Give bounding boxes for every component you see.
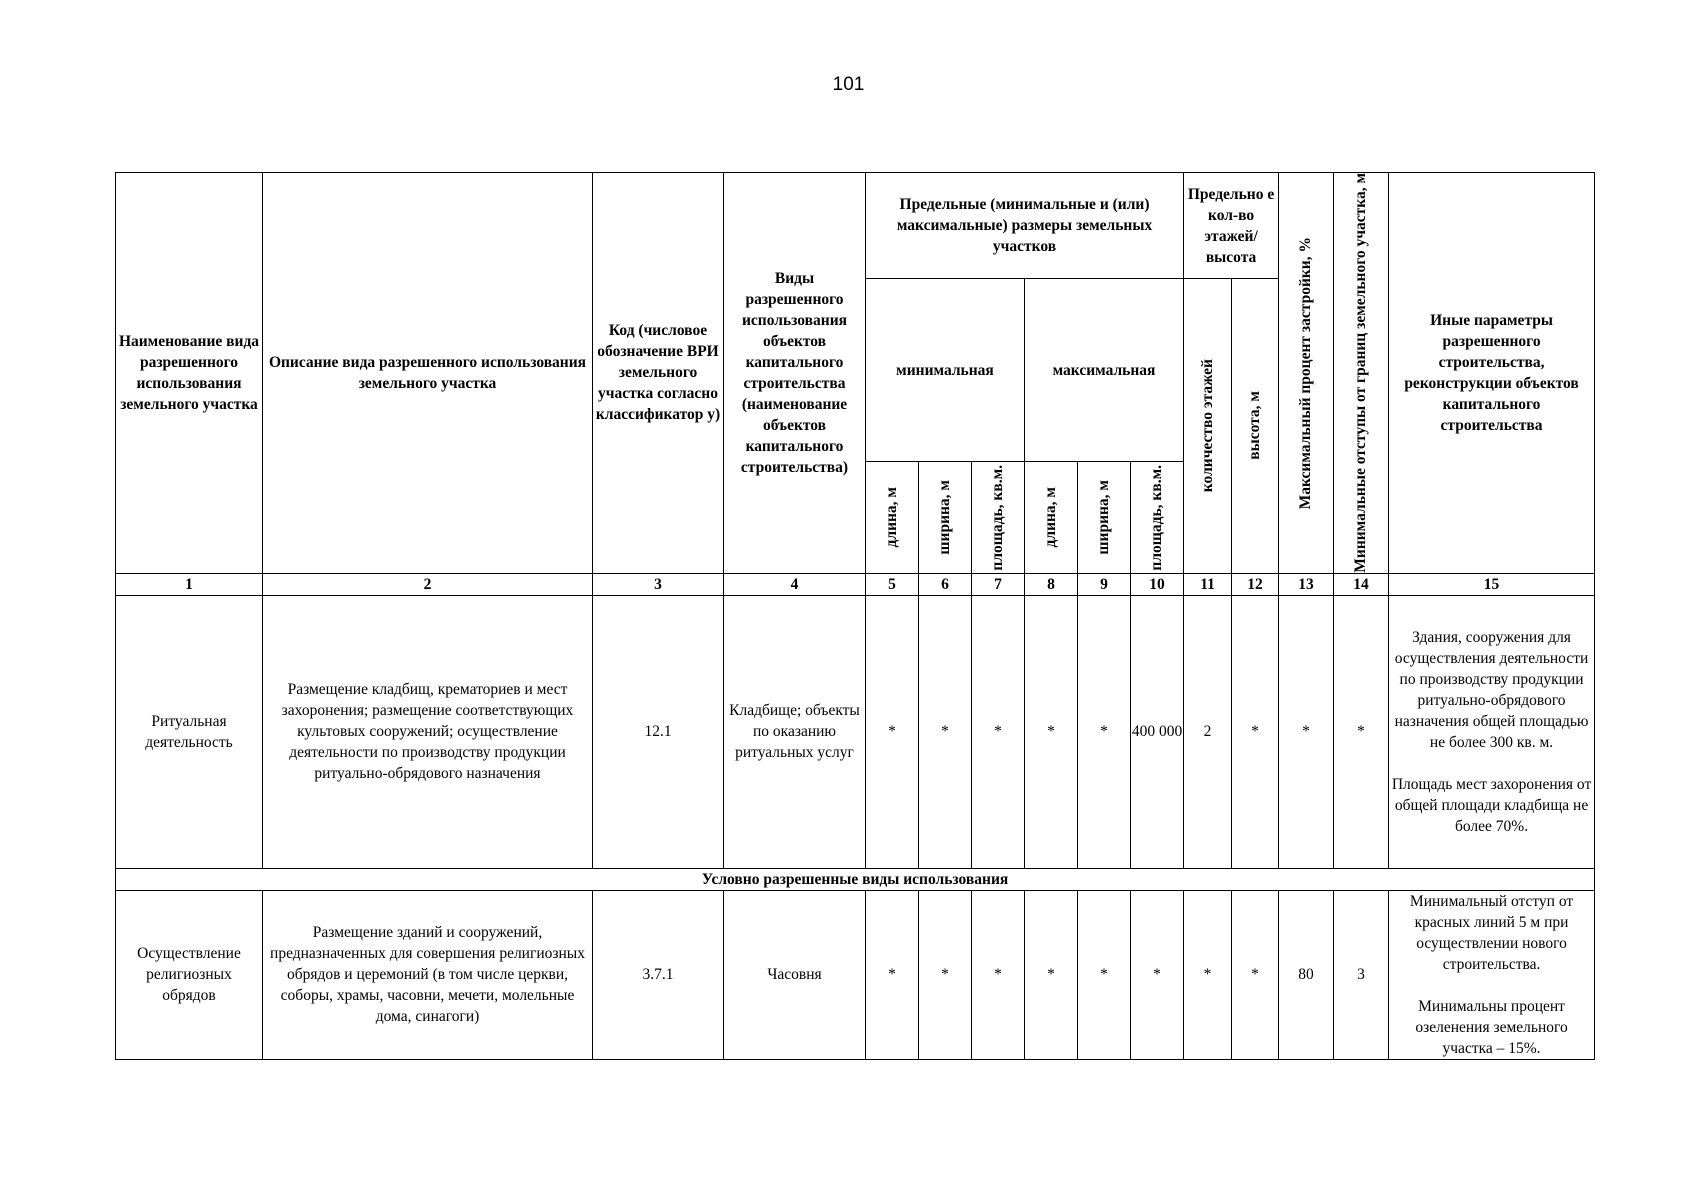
cell-capital-objects: Часовня <box>724 890 866 1059</box>
cell-min-area: * <box>972 890 1025 1059</box>
column-number: 1 <box>116 573 263 595</box>
header-min-width-text: ширина, м <box>936 480 953 555</box>
cell-name: Ритуальная деятельность <box>116 595 263 868</box>
header-height-text: высота, м <box>1246 391 1264 461</box>
header-capital-objects: Виды разрешенного использования объектов капитального строительства (наименование объектов капитального строительства) <box>724 173 866 574</box>
column-number: 7 <box>972 573 1025 595</box>
column-number: 9 <box>1078 573 1131 595</box>
cell-build-percent: 80 <box>1279 890 1334 1059</box>
column-number: 13 <box>1279 573 1334 595</box>
cell-min-width: * <box>919 595 972 868</box>
column-number: 15 <box>1389 573 1595 595</box>
column-numbers-row <box>116 573 1595 595</box>
column-number: 2 <box>263 573 593 595</box>
cell-height: * <box>1232 595 1279 868</box>
cell-build-percent: * <box>1279 595 1334 868</box>
cell-min-width: * <box>919 890 972 1059</box>
column-number: 4 <box>724 573 866 595</box>
cell-description: Размещение зданий и сооружений, предназначенных для совершения религиозных обрядов и церемоний (в том числе церкви, соборы, храмы, часовни, мечети, молельные дома, синагоги) <box>263 890 593 1059</box>
header-max: максимальная <box>1025 279 1184 462</box>
cell-other: Минимальный отступ от красных линий 5 м при осуществлении нового строительства. Минимальны процент озеленения земельного участка – 15%. <box>1389 890 1595 1059</box>
header-min: минимальная <box>866 279 1025 462</box>
cell-floors: * <box>1184 890 1232 1059</box>
header-other-params: Иные параметры разрешенного строительства, реконструкции объектов капитального строительства <box>1389 173 1595 574</box>
header-row-1 <box>116 173 1595 279</box>
header-min-length <box>866 462 919 573</box>
header-max-width-text: ширина, м <box>1095 480 1112 555</box>
cell-max-width: * <box>1078 890 1131 1059</box>
cell-max-width: * <box>1078 595 1131 868</box>
header-min-area <box>972 462 1025 573</box>
cell-name: Осуществление религиозных обрядов <box>116 890 263 1059</box>
header-min-length-text: длина, м <box>883 487 900 548</box>
header-max-width <box>1078 462 1131 573</box>
header-build-percent <box>1279 173 1334 574</box>
header-max-length <box>1025 462 1078 573</box>
cell-max-length: * <box>1025 595 1078 868</box>
column-number: 3 <box>593 573 724 595</box>
column-number: 5 <box>866 573 919 595</box>
page-number: 101 <box>832 74 865 95</box>
cell-code: 12.1 <box>593 595 724 868</box>
header-setbacks-text: Минимальные отступы от границ земельного участка, м <box>1352 173 1370 573</box>
header-setbacks <box>1334 173 1389 574</box>
header-plot-sizes: Предельные (минимальные и (или) максимальные) размеры земельных участков <box>866 173 1184 279</box>
column-number: 14 <box>1334 573 1389 595</box>
header-max-length-text: длина, м <box>1042 487 1059 548</box>
column-number: 11 <box>1184 573 1232 595</box>
column-number: 10 <box>1131 573 1184 595</box>
header-floors-height: Предельно е кол-во этажей/ высота <box>1184 173 1279 279</box>
header-description: Описание вида разрешенного использования земельного участка <box>263 173 593 574</box>
cell-min-length: * <box>866 890 919 1059</box>
section-header-row <box>116 868 1595 890</box>
table-row <box>116 890 1595 1059</box>
cell-height: * <box>1232 890 1279 1059</box>
header-name: Наименование вида разрешенного использования земельного участка <box>116 173 263 574</box>
header-floors-count <box>1184 279 1232 574</box>
section-conditional-title: Условно разрешенные виды использования <box>116 868 1595 890</box>
table-row <box>116 595 1595 868</box>
header-min-area-text: площадь, кв.м. <box>989 464 1006 571</box>
zoning-regulations-table <box>115 172 1595 1060</box>
header-min-width <box>919 462 972 573</box>
cell-code: 3.7.1 <box>593 890 724 1059</box>
header-max-area <box>1131 462 1184 573</box>
cell-capital-objects: Кладбище; объекты по оказанию ритуальных услуг <box>724 595 866 868</box>
header-floors-count-text: количество этажей <box>1198 359 1216 493</box>
cell-other: Здания, сооружения для осуществления деятельности по производству продукции ритуально-обрядового назначения общей площадью не более 300 кв. м. Площадь мест захоронения от общей площади кладбища не более 70%. <box>1389 595 1595 868</box>
header-max-area-text: площадь, кв.м. <box>1148 464 1166 571</box>
cell-max-area: 400 000 <box>1131 595 1184 868</box>
cell-setback: 3 <box>1334 890 1389 1059</box>
cell-floors: 2 <box>1184 595 1232 868</box>
column-number: 8 <box>1025 573 1078 595</box>
header-height <box>1232 279 1279 574</box>
cell-max-length: * <box>1025 890 1078 1059</box>
header-code: Код (числовое обозначение ВРИ земельного участка согласно классификатор у) <box>593 173 724 574</box>
cell-min-length: * <box>866 595 919 868</box>
cell-max-area: * <box>1131 890 1184 1059</box>
cell-description: Размещение кладбищ, крематориев и мест захоронения; размещение соответствующих культовых сооружений; осуществление деятельности по производству продукции ритуально-обрядового назначения <box>263 595 593 868</box>
cell-setback: * <box>1334 595 1389 868</box>
cell-min-area: * <box>972 595 1025 868</box>
header-build-percent-text: Максимальный процент застройки, % <box>1297 236 1315 510</box>
column-number: 6 <box>919 573 972 595</box>
column-number: 12 <box>1232 573 1279 595</box>
